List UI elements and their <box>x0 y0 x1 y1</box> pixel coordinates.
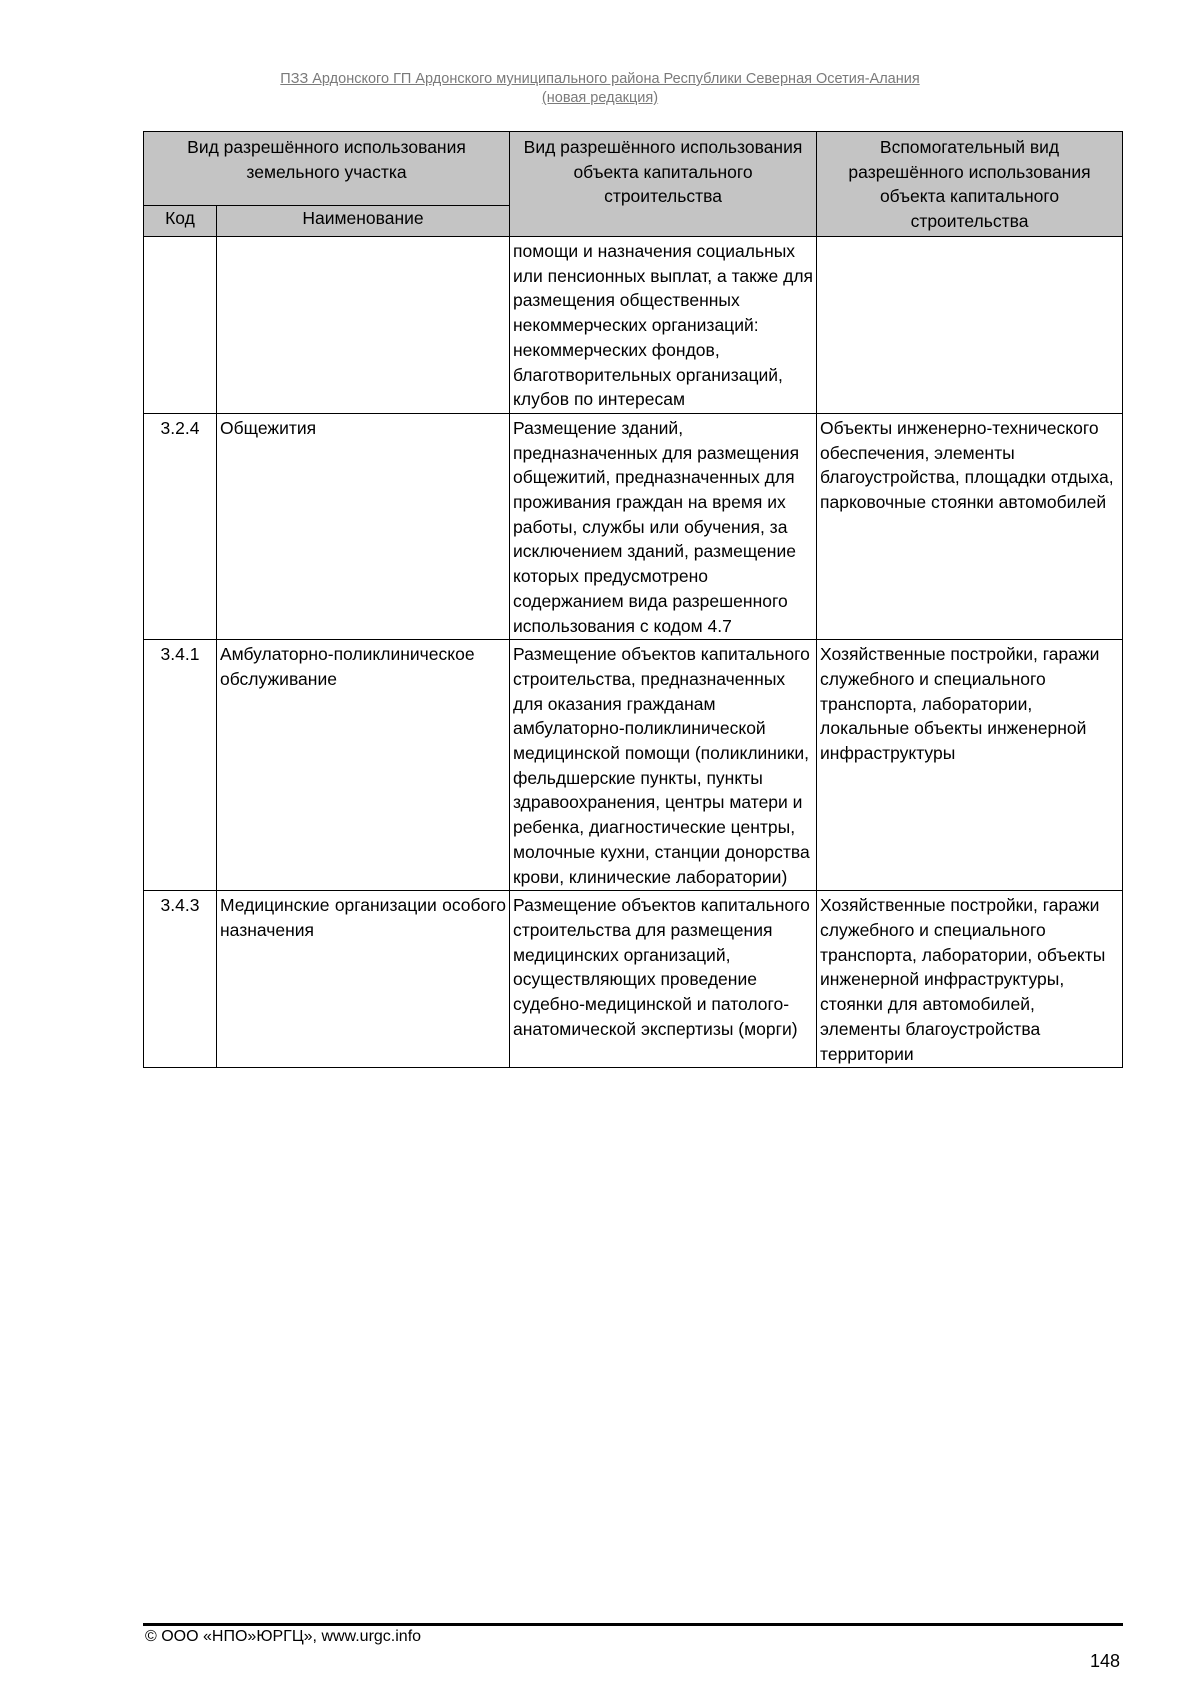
row-code: 3.2.4 <box>144 413 217 639</box>
header-code: Код <box>144 206 217 237</box>
land-use-table <box>143 131 1123 1068</box>
row-code: 3.4.3 <box>144 891 217 1068</box>
row-capital-use: Размещение объектов капитального строительства, предназначенных для оказания гражданам амбулаторно-поликлинической медицинской помощи (поликлиники, фельдшерские пункты, пункты здравоохранения, центры матери и ребенка, диагностические центры, молочные кухни, станции донорства крови, клинические лаборатории) <box>510 640 817 891</box>
header-land-use: Вид разрешённого использования земельного участка <box>144 132 510 206</box>
table-header <box>144 132 1123 237</box>
row-code <box>144 237 217 414</box>
footer-divider <box>143 1623 1123 1626</box>
header-name: Наименование <box>217 206 510 237</box>
page-number: 148 <box>1089 1651 1120 1671</box>
row-capital-use: Размещение зданий, предназначенных для размещения общежитий, предназначенных для проживания граждан на время их работы, службы или обучения, за исключением зданий, размещение которых предусмотрено содержанием вида разрешенного использования с кодом 4.7 <box>510 413 817 639</box>
header-auxiliary-use: Вспомогательный вид разрешённого использования объекта капитального строительства <box>817 132 1123 237</box>
row-name: Общежития <box>217 413 510 639</box>
row-auxiliary-use: Объекты инженерно-технического обеспечения, элементы благоустройства, площадки отдыха, парковочные стоянки автомобилей <box>817 413 1123 639</box>
footer-copyright: © ООО «НПО»ЮРГЦ», www.urgc.info <box>145 1628 422 1645</box>
row-auxiliary-use <box>817 237 1123 414</box>
table-row <box>144 640 1123 891</box>
header-capital-use: Вид разрешённого использования объекта капитального строительства <box>510 132 817 237</box>
row-name: Медицинские организации особого назначения <box>217 891 510 1068</box>
table-row <box>144 413 1123 639</box>
row-capital-use: помощи и назначения социальных или пенсионных выплат, а также для размещения общественных некоммерческих организаций: некоммерческих фондов, благотворительных организаций, клубов по интересам <box>510 237 817 414</box>
row-name <box>217 237 510 414</box>
header-title: ПЗЗ Ардонского ГП Ардонского муниципального района Республики Северная Осетия-Алания <box>280 71 920 87</box>
row-code: 3.4.1 <box>144 640 217 891</box>
table-row <box>144 237 1123 414</box>
row-auxiliary-use: Хозяйственные постройки, гаражи служебного и специального транспорта, лаборатории, локальные объекты инженерной инфраструктуры <box>817 640 1123 891</box>
header-subtitle: (новая редакция) <box>541 90 659 106</box>
row-capital-use: Размещение объектов капитального строительства для размещения медицинских организаций, осуществляющих проведение судебно-медицинской и патолого-анатомической экспертизы (морги) <box>510 891 817 1068</box>
row-auxiliary-use: Хозяйственные постройки, гаражи служебного и специального транспорта, лаборатории, объекты инженерной инфраструктуры, стоянки для автомобилей, элементы благоустройства территории <box>817 891 1123 1068</box>
row-name: Амбулаторно-поликлиническое обслуживание <box>217 640 510 891</box>
document-header <box>150 70 1050 108</box>
table-row <box>144 891 1123 1068</box>
